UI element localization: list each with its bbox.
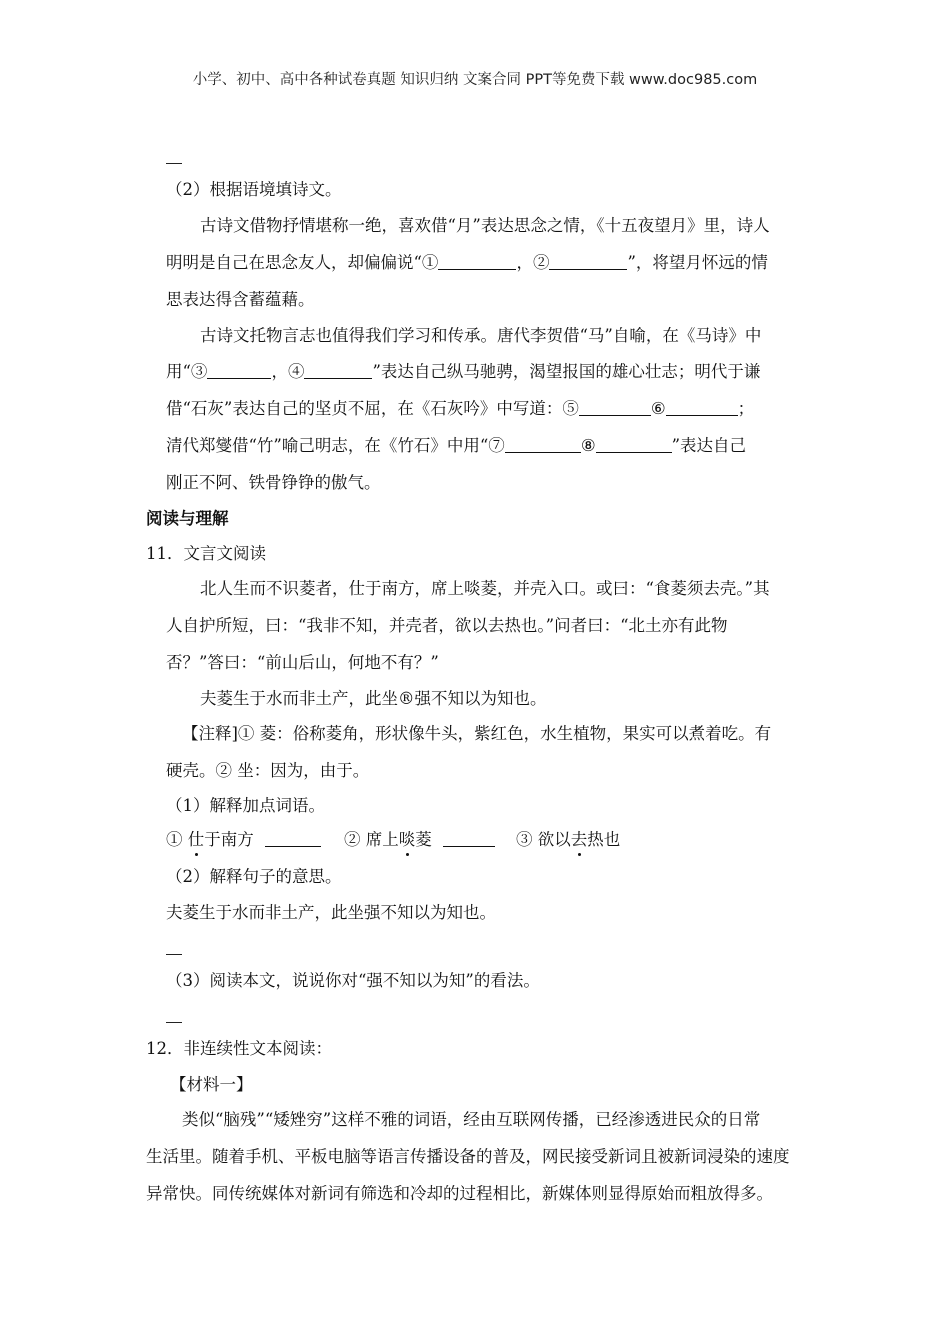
q12-material-line-2: 生活里。随着手机、平板电脑等语言传播设备的普及，网民接受新词且被新词浸染的速度 <box>146 1147 790 1166</box>
q11-note-line-2: 硬壳。② 坐：因为，由于。 <box>166 761 370 780</box>
q10-paragraph-2-line-1: 古诗文托物言志也值得我们学习和传承。唐代李贺借“马”自喻，在《马诗》中 <box>200 326 762 345</box>
q10-paragraph-1-line-1: 古诗文借物抒情堪称一绝，喜欢借“月”表达思念之情，《十五夜望月》里，诗人 <box>200 216 770 235</box>
text: ② 席上 <box>344 830 399 849</box>
text: ”表达自己 <box>671 436 747 455</box>
text: ，② <box>516 253 550 272</box>
blank-4[interactable] <box>304 362 372 379</box>
text: 用“③ <box>166 362 208 381</box>
q11-sub-question-1: （1）解释加点词语。 <box>166 796 325 815</box>
blank-8[interactable] <box>596 436 672 453</box>
blank-2[interactable] <box>549 253 627 270</box>
answer-line <box>166 1022 182 1023</box>
text: ，④ <box>271 362 305 381</box>
q11-word-item-3 <box>516 829 620 851</box>
dotted-word: 仕 <box>187 830 205 849</box>
q11-text-line-2: 人自护所短，曰：“我非不知，并壳者，欲以去热也。”问者曰：“北土亦有此物 <box>166 616 728 635</box>
q11-note-line-1: 【注释]① 菱：俗称菱角，形状像牛头，紫红色，水生植物，果实可以煮着吃。有 <box>182 724 772 743</box>
blank-5[interactable] <box>579 399 651 416</box>
q11-title: 11．文言文阅读 <box>146 544 266 563</box>
text: ； <box>737 399 755 418</box>
q11-text-line-1: 北人生而不识菱者，仕于南方，席上啖菱，并壳入口。或曰：“食菱须去壳。”其 <box>200 579 770 598</box>
q10-paragraph-1-line-3: 思表达得含蓄蕴藉。 <box>166 290 315 309</box>
q10-part2-label: （2）根据语境填诗文。 <box>166 180 342 199</box>
q10-paragraph-2-line-3 <box>166 398 754 420</box>
q11-text-line-4: 夫菱生于水而非土产，此坐®强不知以为知也。 <box>200 689 547 708</box>
blank-7[interactable] <box>505 436 581 453</box>
answer-line <box>166 954 182 955</box>
text: 明明是自己在思念友人，却偏偏说“① <box>166 253 439 272</box>
q12-title: 12．非连续性文本阅读： <box>146 1039 332 1058</box>
answer-blank-1[interactable] <box>265 830 321 847</box>
q11-sub-question-3: （3）阅读本文，说说你对“强不知以为知”的看法。 <box>166 971 540 990</box>
text: ⑧ <box>580 436 596 455</box>
blank-1[interactable] <box>438 253 516 270</box>
text: 借“石灰”表达自己的坚贞不屈，在《石灰吟》中写道：⑤ <box>166 399 579 418</box>
q10-paragraph-2-line-4 <box>166 435 746 457</box>
q12-material-line-1: 类似“脑残”“矮矬穷”这样不雅的词语，经由互联网传播，已经渗透进民众的日常 <box>182 1110 761 1129</box>
text: ① <box>166 830 188 849</box>
text: 清代郑燮借“竹”喻己明志，在《竹石》中用“⑦ <box>166 436 505 455</box>
q11-text-line-3: 否？”答曰：“前山后山，何地不有？” <box>166 653 439 672</box>
page-header: 小学、初中、高中各种试卷真题 知识归纳 文案合同 PPT等免费下载 www.doc985.com <box>192 72 758 88</box>
q12-material-label: 【材料一】 <box>170 1075 253 1094</box>
answer-line <box>166 163 182 164</box>
answer-blank-2[interactable] <box>443 830 495 847</box>
text: ⑥ <box>650 399 666 418</box>
dotted-word: 啖 <box>398 830 416 849</box>
section-title: 阅读与理解 <box>146 509 229 528</box>
text: 菱 <box>415 830 432 849</box>
text: 于南方 <box>204 830 254 849</box>
q11-word-item-1 <box>166 829 321 851</box>
blank-3[interactable] <box>207 362 271 379</box>
dotted-word: 去 <box>570 830 588 849</box>
q10-paragraph-2-line-5: 刚正不阿、铁骨铮铮的傲气。 <box>166 473 381 492</box>
blank-6[interactable] <box>666 399 738 416</box>
text: ”，将望月怀远的情 <box>627 253 768 272</box>
q11-sentence: 夫菱生于水而非土产，此坐强不知以为知也。 <box>166 903 496 922</box>
q10-paragraph-2-line-2 <box>166 361 760 383</box>
text: ③ 欲以 <box>516 830 571 849</box>
q12-material-line-3: 异常快。同传统媒体对新词有筛选和冷却的过程相比，新媒体则显得原始而粗放得多。 <box>146 1184 773 1203</box>
q11-word-item-2 <box>344 829 495 851</box>
q11-sub-question-2: （2）解释句子的意思。 <box>166 867 342 886</box>
text: 热也 <box>587 830 621 849</box>
text: ”表达自己纵马驰骋，渴望报国的雄心壮志；明代于谦 <box>372 362 761 381</box>
q10-paragraph-1-line-2 <box>166 252 768 274</box>
